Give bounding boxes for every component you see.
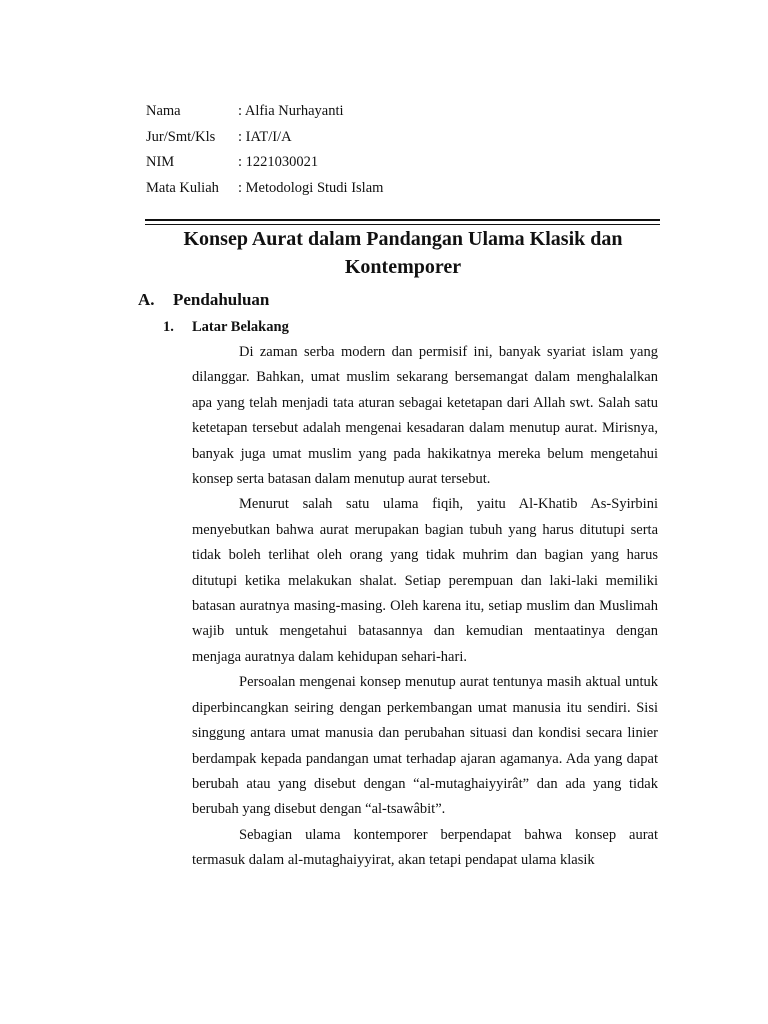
student-identity-block bbox=[146, 99, 606, 201]
body-text bbox=[192, 340, 658, 874]
identity-value: : 1221030021 bbox=[238, 154, 319, 170]
identity-row-name bbox=[146, 99, 606, 125]
subsection-title: Latar Belakang bbox=[192, 319, 289, 335]
identity-row-program bbox=[146, 125, 606, 151]
identity-row-nim bbox=[146, 150, 606, 176]
paragraph: Sebagian ulama kontemporer berpendapat bahwa konsep aurat termasuk dalam al-mutaghaiyyirat, akan tetapi pendapat ulama klasik bbox=[192, 826, 658, 869]
section-title: Pendahuluan bbox=[173, 290, 270, 309]
section-letter: A. bbox=[138, 290, 155, 309]
identity-label: Jur/Smt/Kls bbox=[146, 128, 216, 145]
identity-row-course bbox=[146, 176, 606, 202]
header-divider-thick bbox=[145, 219, 660, 221]
identity-label: Mata Kuliah bbox=[146, 179, 219, 196]
identity-label: Nama bbox=[146, 103, 181, 119]
paragraph: Menurut salah satu ulama fiqih, yaitu Al-Khatib As-Syirbini menyebutkan bahwa aurat merupakan bagian tubuh yang harus ditutupi serta tidak boleh terlihat oleh orang yang tidak muhrim dan bagian yang harus ditutupi ketika melakukan shalat. Setiap perempuan dan laki-laki memiliki batasan auratnya masing-masing. Oleh karena itu, setiap muslim dan Muslimah wajib untuk mengetahui batasannya dan kemudian mentaatinya dengan menjaga auratnya dalam kehidupan sehari-hari. bbox=[192, 496, 658, 665]
document-title: Konsep Aurat dalam Pandangan Ulama Klasik dan Kontemporer bbox=[183, 228, 623, 278]
identity-label: NIM bbox=[146, 154, 175, 170]
identity-value: : Metodologi Studi Islam bbox=[238, 179, 384, 196]
section-heading bbox=[138, 288, 269, 312]
identity-value: : Alfia Nurhayanti bbox=[238, 103, 344, 119]
identity-value: : IAT/I/A bbox=[238, 128, 292, 145]
subsection-heading bbox=[163, 317, 289, 337]
subsection-number: 1. bbox=[163, 319, 174, 335]
paragraph: Di zaman serba modern dan permisif ini, banyak syariat islam yang dilanggar. Bahkan, umat muslim sekarang bersemangat dalam menghalalkan apa yang telah menjadi tata aturan sebagai ketetapan dari Allah swt. Salah satu ketetapan tersebut adalah mengenai kesadaran dalam menutup aurat. Mirisnya, banyak juga umat muslim yang pada hakikatnya mereka belum mengetahui konsep serta batasan dalam menutup aurat tersebut. bbox=[192, 344, 658, 488]
paragraph: Persoalan mengenai konsep menutup aurat tentunya masih aktual untuk diperbincangkan seiring dengan perkembangan umat manusia itu sendiri. Sisi singgung antara umat manusia dan perubahan situasi dan kondisi secara linier berdampak kepada pandangan umat terhadap ajaran agamanya. Ada yang dapat berubah atau yang disebut dengan “al-mutaghaiyyirât” dan ada yang tidak berubah yang disebut dengan “al-tsawâbit”. bbox=[192, 674, 658, 818]
